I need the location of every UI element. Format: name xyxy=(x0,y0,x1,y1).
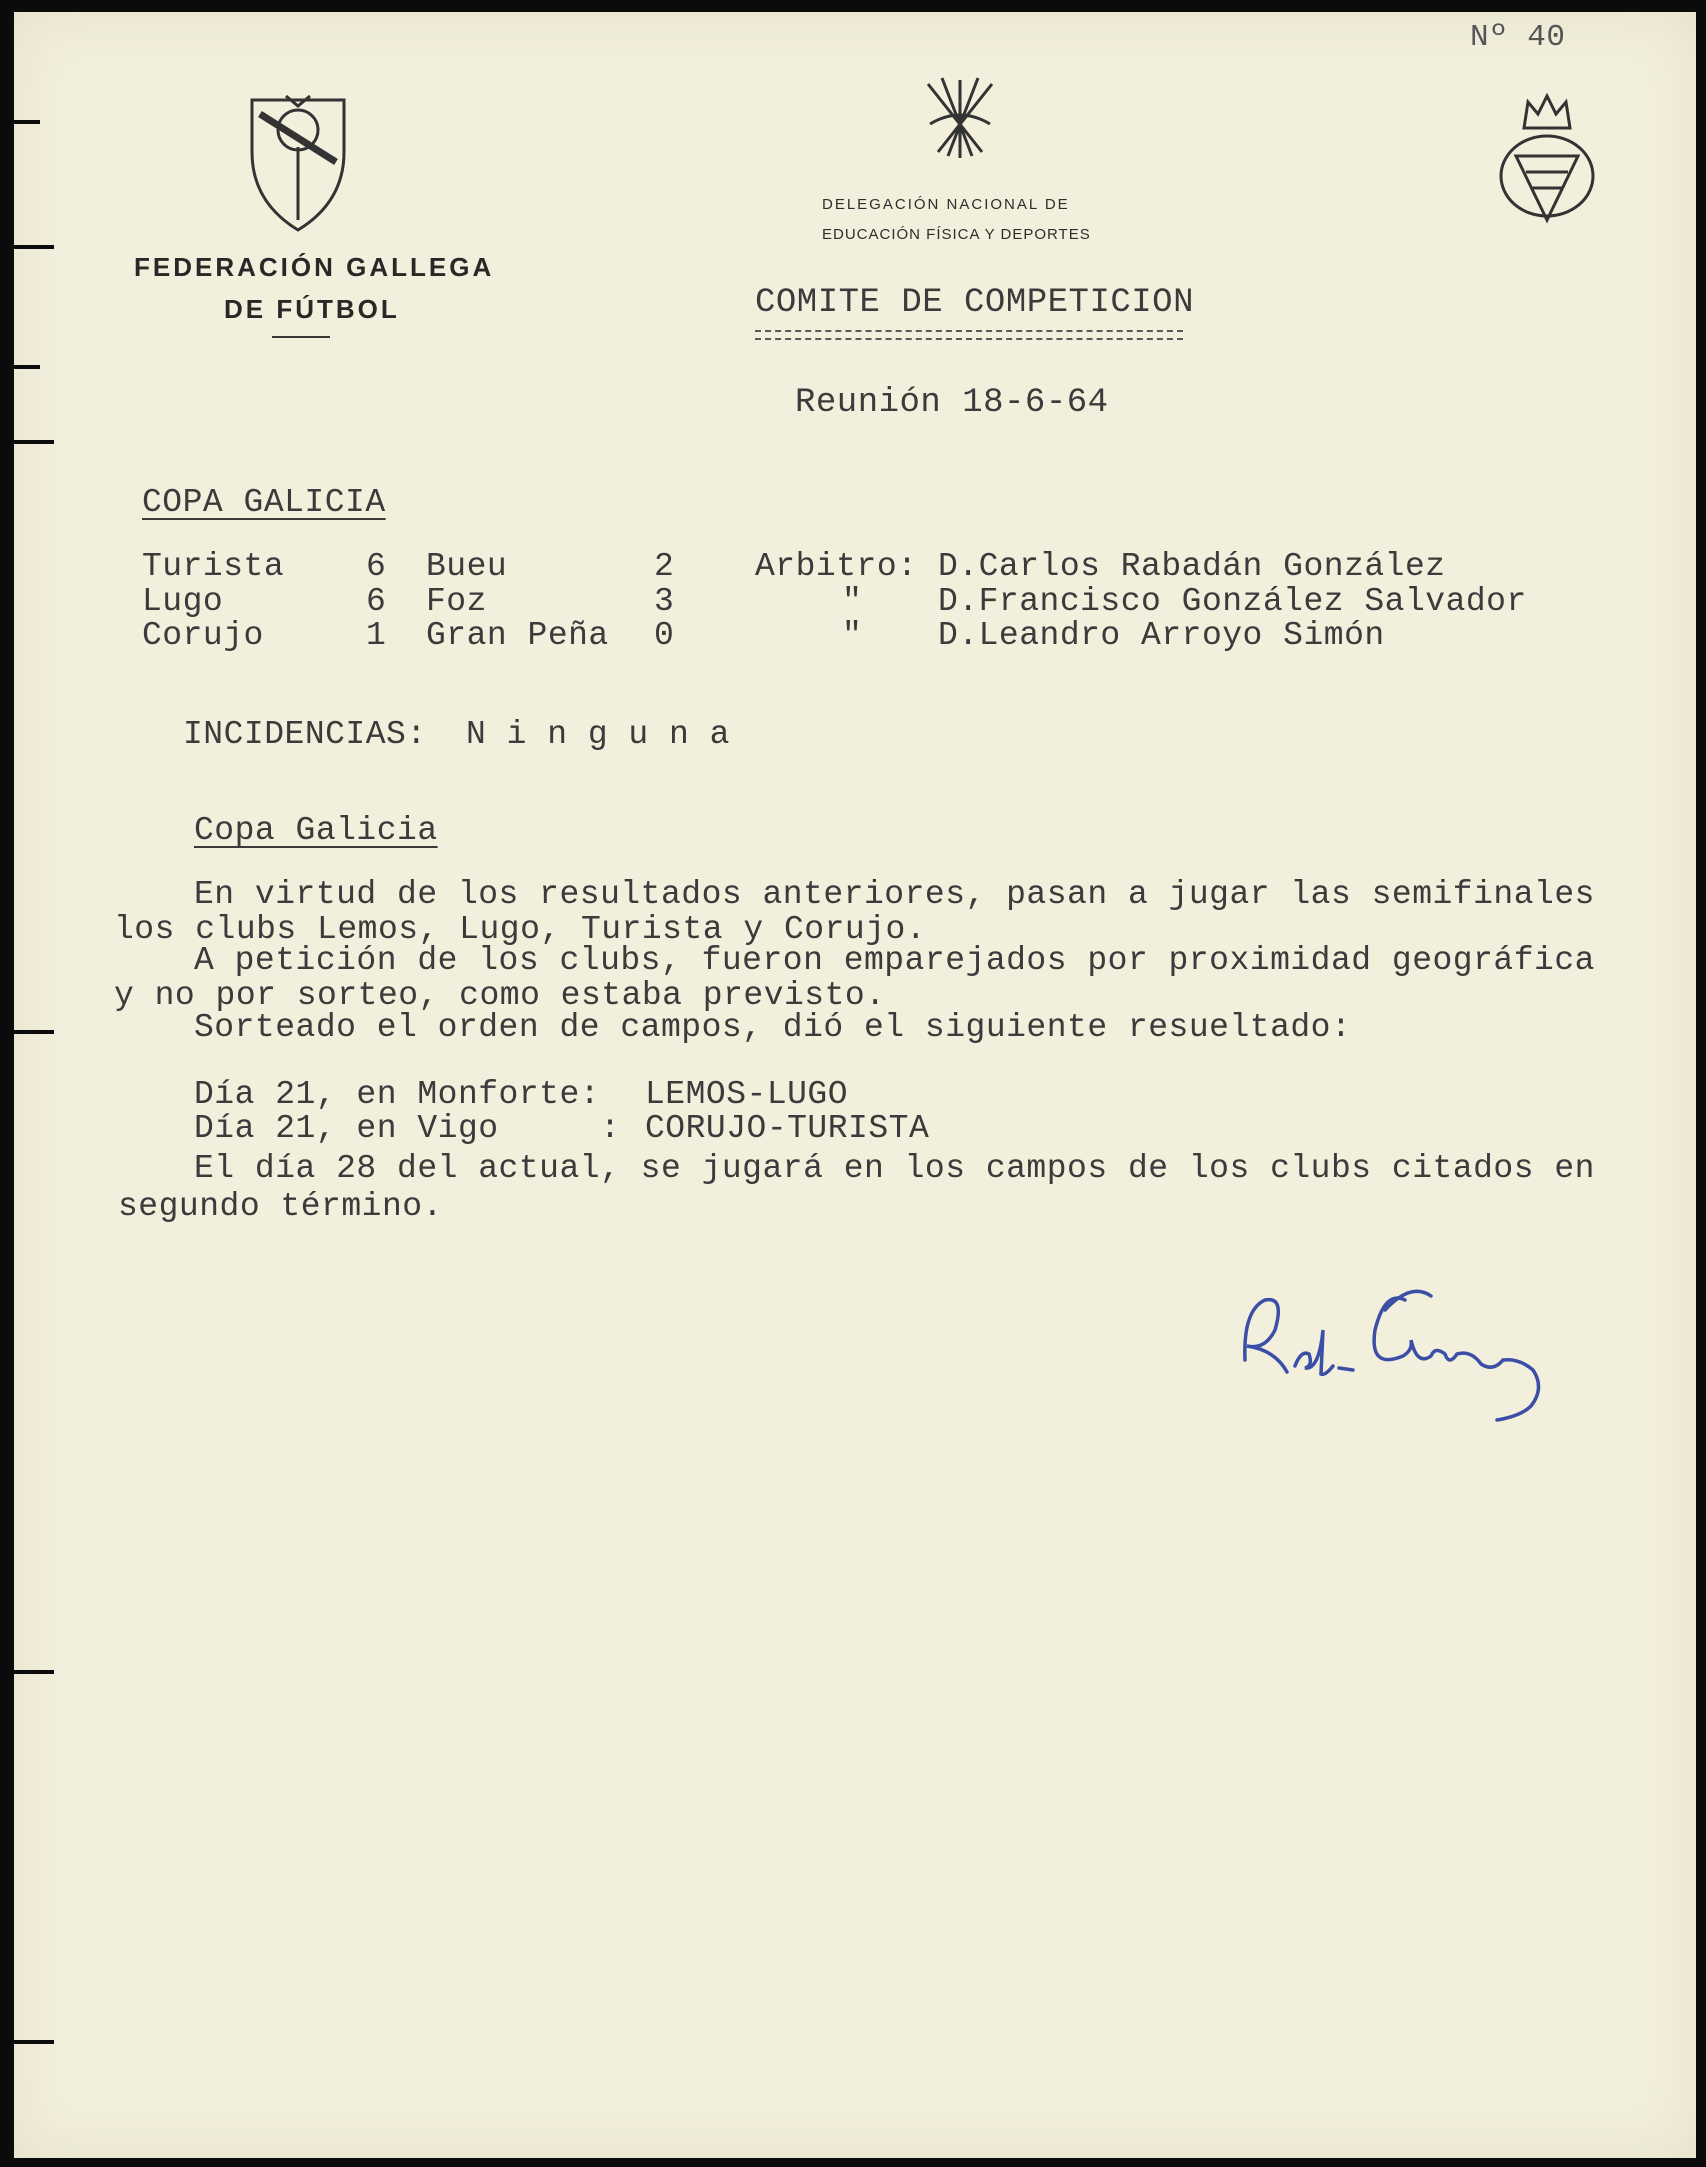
fixture-match: LEMOS-LUGO xyxy=(645,1076,849,1113)
paragraph-line: En virtud de los resultados anteriores, pasan a jugar las semifinales xyxy=(194,876,1595,913)
edge-notch xyxy=(14,2040,54,2044)
paragraph-line: A petición de los clubs, fueron emparejados por proximidad geográfica xyxy=(194,942,1595,979)
delegation-line1: DELEGACIÓN NACIONAL DE xyxy=(822,196,1070,213)
referee-name: D.Leandro Arroyo Simón xyxy=(938,617,1385,654)
incidencias-value: N i n g u n a xyxy=(466,716,730,753)
away-score: 3 xyxy=(654,583,675,620)
away-team: Bueu xyxy=(426,548,508,585)
edge-notch xyxy=(14,245,54,249)
paragraph-line: segundo término. xyxy=(118,1188,443,1225)
federation-line1: FEDERACIÓN GALLEGA xyxy=(134,252,495,282)
delegation-line2: EDUCACIÓN FÍSICA Y DEPORTES xyxy=(822,226,1091,243)
paragraph-line: El día 28 del actual, se jugará en los campos de los clubs citados en xyxy=(194,1150,1595,1187)
edge-notch xyxy=(14,1030,54,1034)
away-score: 0 xyxy=(654,617,675,654)
ditto-mark: " xyxy=(842,617,863,654)
referee-name: D.Francisco González Salvador xyxy=(938,583,1527,620)
title-rule xyxy=(755,338,1183,340)
away-score: 2 xyxy=(654,548,675,585)
ditto-mark: " xyxy=(842,583,863,620)
home-score: 1 xyxy=(366,617,387,654)
edge-notch xyxy=(14,1670,54,1674)
home-team: Corujo xyxy=(142,617,264,654)
home-score: 6 xyxy=(366,583,387,620)
section-title: COPA GALICIA xyxy=(142,484,386,521)
referee-name: D.Carlos Rabadán González xyxy=(938,548,1446,585)
away-team: Foz xyxy=(426,583,487,620)
shield-logo-icon xyxy=(248,92,348,234)
meeting-date: Reunión 18-6-64 xyxy=(795,384,1109,422)
crest-logo-icon xyxy=(1494,88,1600,238)
subsection-title: Copa Galicia xyxy=(194,812,438,849)
divider xyxy=(272,336,330,338)
fixture-day: Día 21, en Monforte: xyxy=(194,1076,601,1113)
paragraph-line: Sorteado el orden de campos, dió el siguiente resueltado: xyxy=(194,1009,1352,1046)
page-number: Nº 40 xyxy=(1470,20,1566,55)
home-score: 6 xyxy=(366,548,387,585)
federation-line2: DE FÚTBOL xyxy=(224,294,400,324)
edge-notch xyxy=(14,120,40,124)
edge-notch xyxy=(14,440,54,444)
home-team: Turista xyxy=(142,548,285,585)
title-rule xyxy=(755,330,1183,332)
fixture-day: Día 21, en Vigo : xyxy=(194,1110,621,1147)
home-team: Lugo xyxy=(142,583,224,620)
committee-title: COMITE DE COMPETICION xyxy=(755,284,1194,322)
paragraph-line: los clubs Lemos, Lugo, Turista y Corujo. xyxy=(114,911,927,948)
edge-notch xyxy=(14,365,40,369)
signature-icon xyxy=(1235,1270,1565,1430)
away-team: Gran Peña xyxy=(426,617,609,654)
incidencias-label: INCIDENCIAS: xyxy=(183,716,427,753)
paragraph-line: y no por sorteo, como estaba previsto. xyxy=(114,977,886,1014)
referee-label: Arbitro: xyxy=(755,548,918,585)
yoke-arrows-emblem-icon xyxy=(920,70,1000,162)
fixture-match: CORUJO-TURISTA xyxy=(645,1110,930,1147)
